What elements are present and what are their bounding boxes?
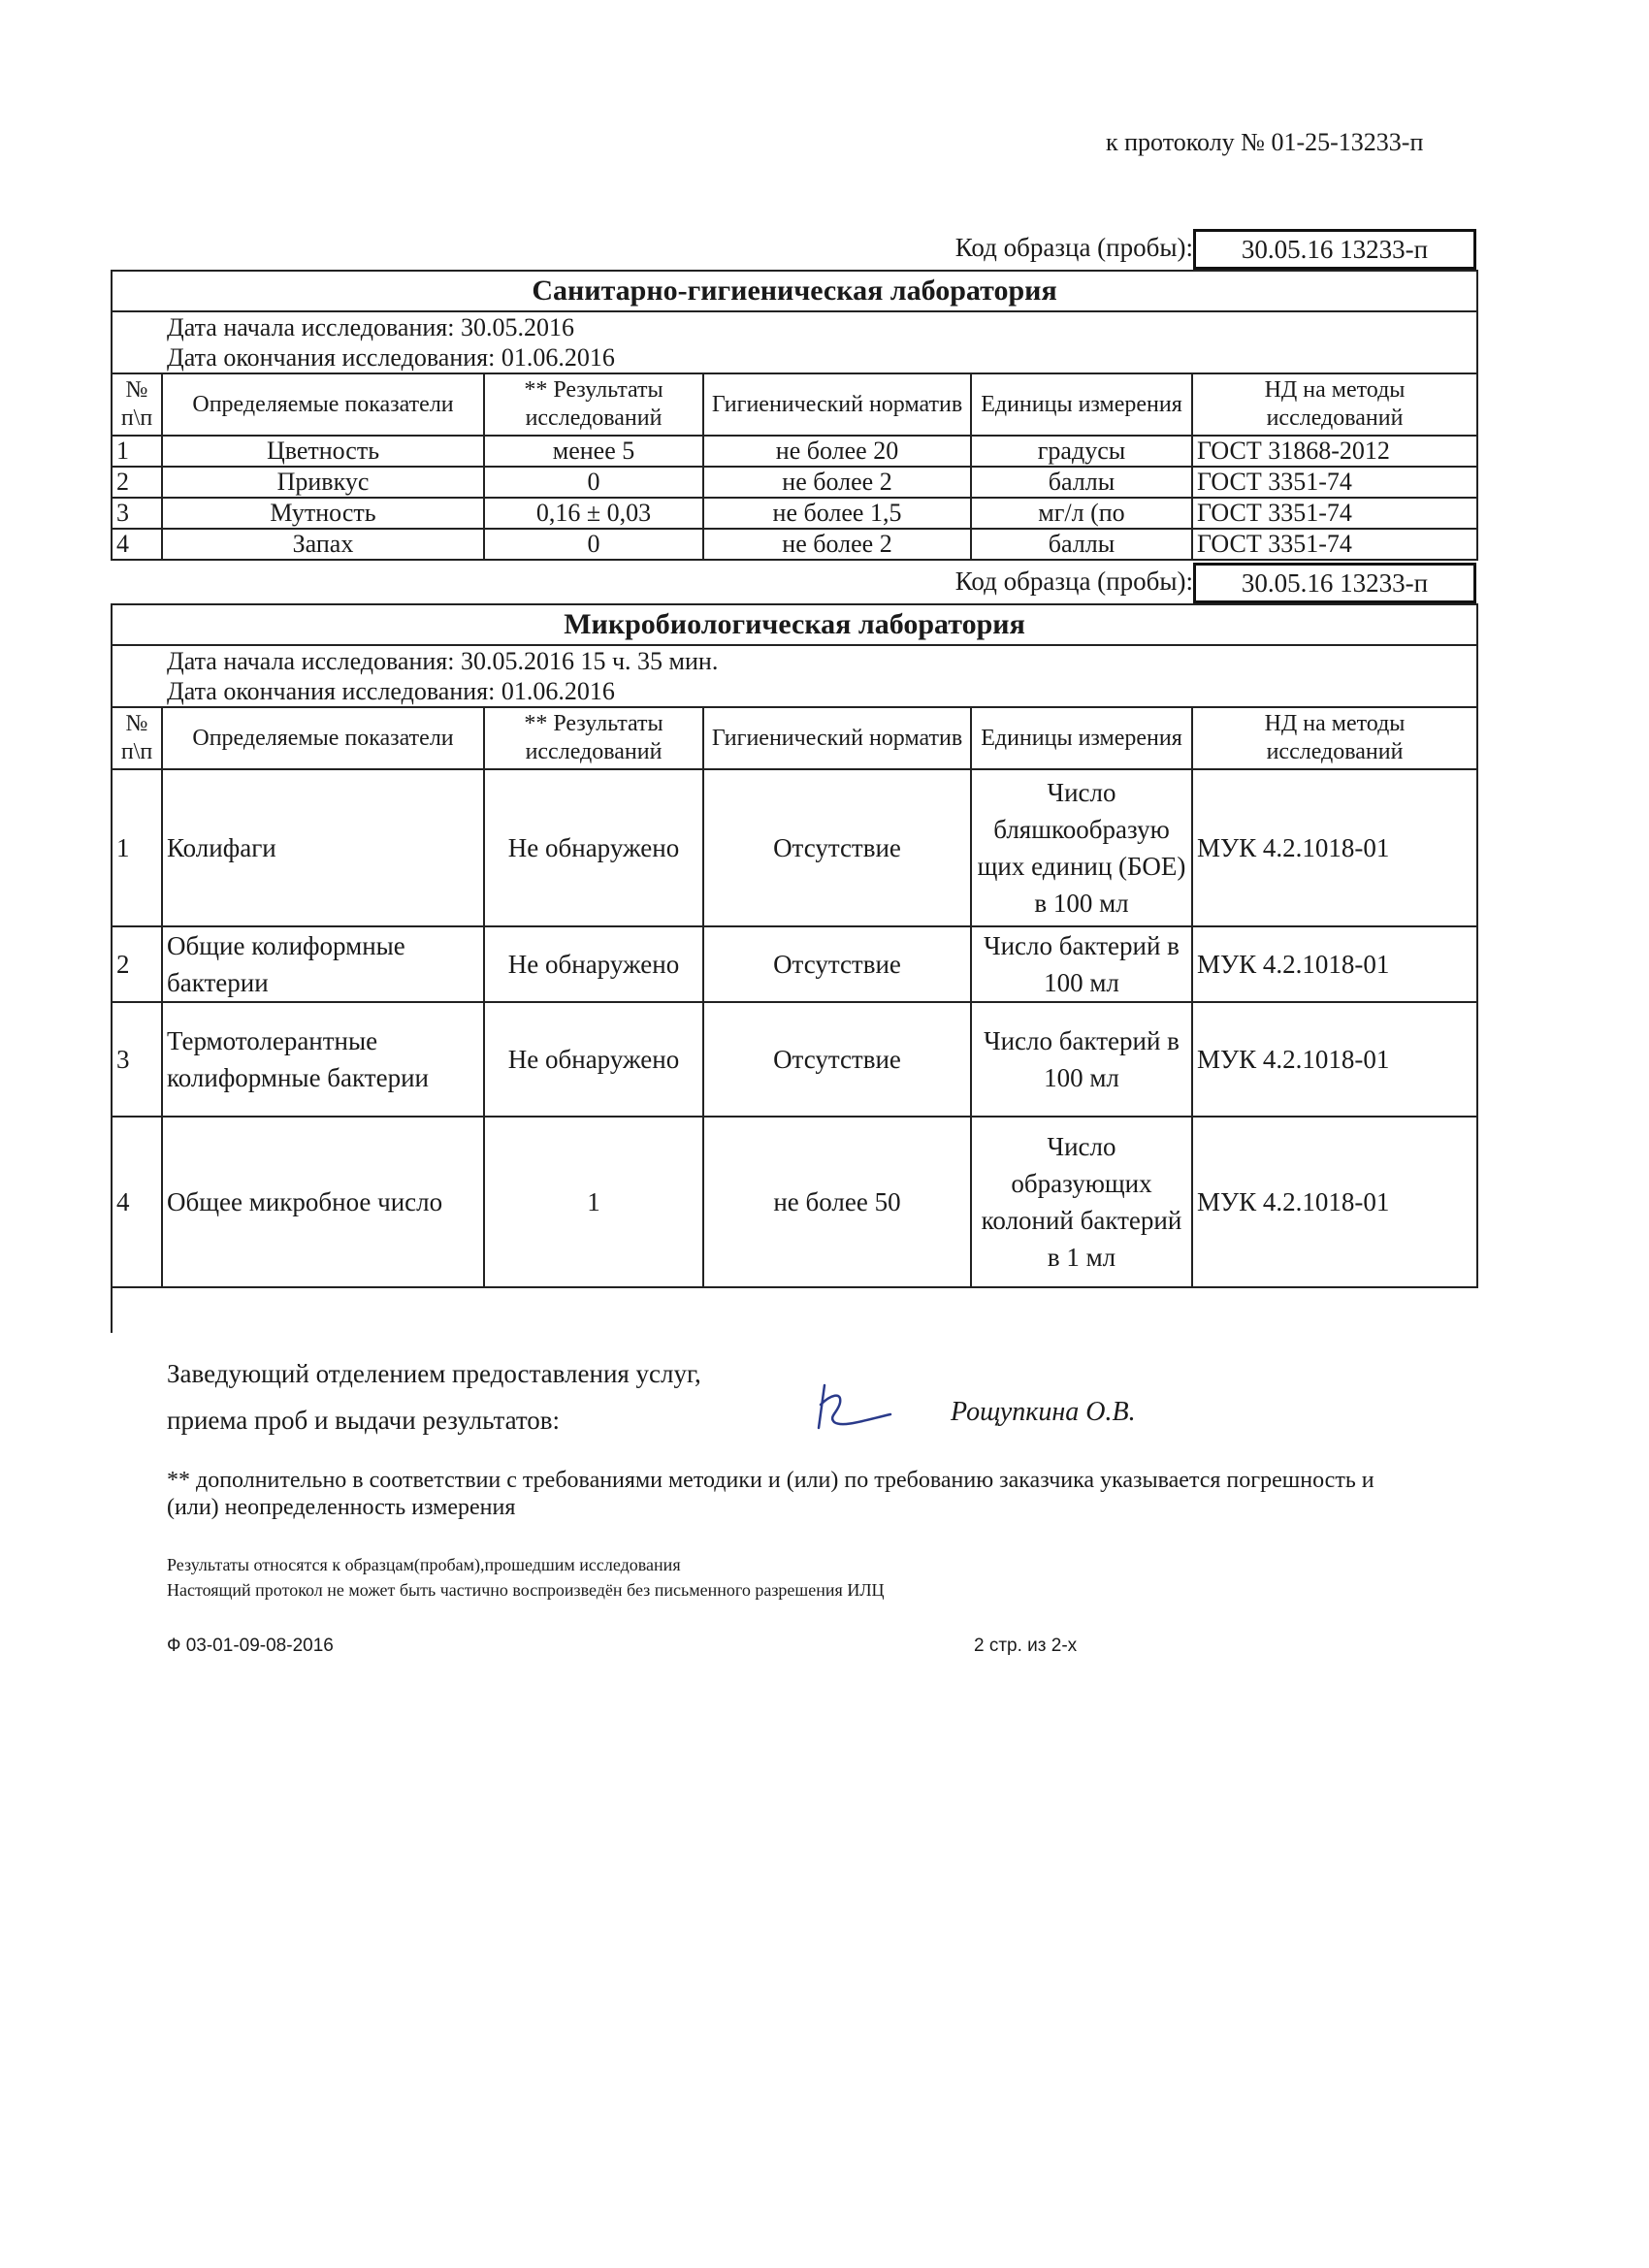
page-number: 2 стр. из 2-х [974,1636,1078,1656]
table-row [112,769,1477,926]
cell-indicator: Мутность [162,498,484,529]
date-end: Дата окончания исследования: 01.06.2016 [167,677,615,705]
table-row [112,498,1477,529]
lab-title: Санитарно-гигиеническая лаборатория [112,271,1477,311]
cell-method: МУК 4.2.1018-01 [1192,1117,1477,1287]
cell-indicator: Общее микробное число [162,1117,484,1287]
cell-units: Число бляшкообразую щих единиц (БОЕ) в 100 мл [971,769,1192,926]
col-method: НД на методы исследований [1192,373,1477,436]
cell-units: баллы [971,529,1192,560]
table-row [112,1117,1477,1287]
cell-indicator: Привкус [162,467,484,498]
lab-title: Микробиологическая лаборатория [112,604,1477,645]
table-row [112,529,1477,560]
cell-result: Не обнаружено [484,926,703,1002]
form-code: Ф 03-01-09-08-2016 [167,1636,334,1656]
cell-method: МУК 4.2.1018-01 [1192,769,1477,926]
cell-units: мг/л (по [971,498,1192,529]
sample-code-box: 30.05.16 13233-п [1193,229,1476,270]
cell-method: ГОСТ 3351-74 [1192,467,1477,498]
col-indicator: Определяемые показатели [162,707,484,769]
cell-result: 0 [484,467,703,498]
cell-num: 4 [112,1117,162,1287]
cell-num: 1 [112,436,162,467]
cell-num: 2 [112,926,162,1002]
sample-code-row [111,229,1476,270]
sample-code-row [111,563,1476,603]
cell-units: баллы [971,467,1192,498]
disclaimer-line-1: Результаты относятся к образцам(пробам),прошедшим исследования [167,1555,681,1574]
cell-num: 4 [112,529,162,560]
col-result: ** Результаты исследований [484,373,703,436]
lab-dates [112,311,1477,373]
sanitary-section [111,229,1476,1333]
table-tail [112,1287,1477,1333]
cell-method: МУК 4.2.1018-01 [1192,926,1477,1002]
cell-result: Не обнаружено [484,1002,703,1117]
lab-dates [112,645,1477,707]
cell-num: 3 [112,1002,162,1117]
micro-table [111,603,1478,1333]
cell-norm: не более 2 [703,467,971,498]
cell-result: Не обнаружено [484,769,703,926]
cell-units: Число бактерий в 100 мл [971,926,1192,1002]
cell-norm: не более 20 [703,436,971,467]
cell-method: МУК 4.2.1018-01 [1192,1002,1477,1117]
cell-norm: не более 2 [703,529,971,560]
sample-code-label: Код образца (пробы): [954,567,1193,596]
table-row [112,926,1477,1002]
cell-units: Число бактерий в 100 мл [971,1002,1192,1117]
col-num: № п\п [112,373,162,436]
sample-code-label: Код образца (пробы): [954,233,1193,262]
col-result: ** Результаты исследований [484,707,703,769]
sanitary-table [111,270,1478,561]
head-of-department [167,1350,701,1443]
head-line-1: Заведующий отделением предоставления услуг, [167,1359,701,1388]
cell-method: ГОСТ 31868-2012 [1192,436,1477,467]
cell-norm: Отсутствие [703,1002,971,1117]
cell-num: 3 [112,498,162,529]
cell-method: ГОСТ 3351-74 [1192,498,1477,529]
disclaimer [167,1552,885,1603]
table-row [112,436,1477,467]
cell-result: 1 [484,1117,703,1287]
cell-num: 1 [112,769,162,926]
cell-indicator: Термотолерантные колиформные бактерии [162,1002,484,1117]
col-method: НД на методы исследований [1192,707,1477,769]
date-end: Дата окончания исследования: 01.06.2016 [167,343,615,372]
head-line-2: приема проб и выдачи результатов: [167,1406,561,1435]
disclaimer-line-2: Настоящий протокол не может быть частично воспроизведён без письменного разрешения ИЛЦ [167,1580,885,1600]
cell-num: 2 [112,467,162,498]
cell-units: Число образующих колоний бактерий в 1 мл [971,1117,1192,1287]
signer-name: Рощупкина О.В. [951,1397,1136,1427]
cell-norm: не более 50 [703,1117,971,1287]
cell-norm: Отсутствие [703,769,971,926]
col-indicator: Определяемые показатели [162,373,484,436]
table-row [112,1002,1477,1117]
cell-indicator: Общие колиформные бактерии [162,926,484,1002]
date-start: Дата начала исследования: 30.05.2016 15 ч. 35 мин. [167,647,719,675]
cell-method: ГОСТ 3351-74 [1192,529,1477,560]
cell-result: 0 [484,529,703,560]
cell-result: 0,16 ± 0,03 [484,498,703,529]
cell-result: менее 5 [484,436,703,467]
cell-units: градусы [971,436,1192,467]
cell-indicator: Цветность [162,436,484,467]
header-row [112,373,1477,436]
footnote: ** дополнительно в соответствии с требованиями методики и (или) по требованию заказчика указывается погрешность и (или) неопределенность измерения [167,1468,1374,1520]
signature-icon [807,1377,894,1436]
col-norm: Гигиенический норматив [703,707,971,769]
sample-code-box: 30.05.16 13233-п [1193,563,1476,603]
col-units: Единицы измерения [971,373,1192,436]
cell-norm: не более 1,5 [703,498,971,529]
col-norm: Гигиенический норматив [703,373,971,436]
cell-indicator: Колифаги [162,769,484,926]
cell-indicator: Запах [162,529,484,560]
header-row [112,707,1477,769]
table-row [112,467,1477,498]
date-start: Дата начала исследования: 30.05.2016 [167,313,574,341]
col-num: № п\п [112,707,162,769]
col-units: Единицы измерения [971,707,1192,769]
protocol-reference: к протоколу № 01-25-13233-п [1106,128,1424,156]
cell-norm: Отсутствие [703,926,971,1002]
